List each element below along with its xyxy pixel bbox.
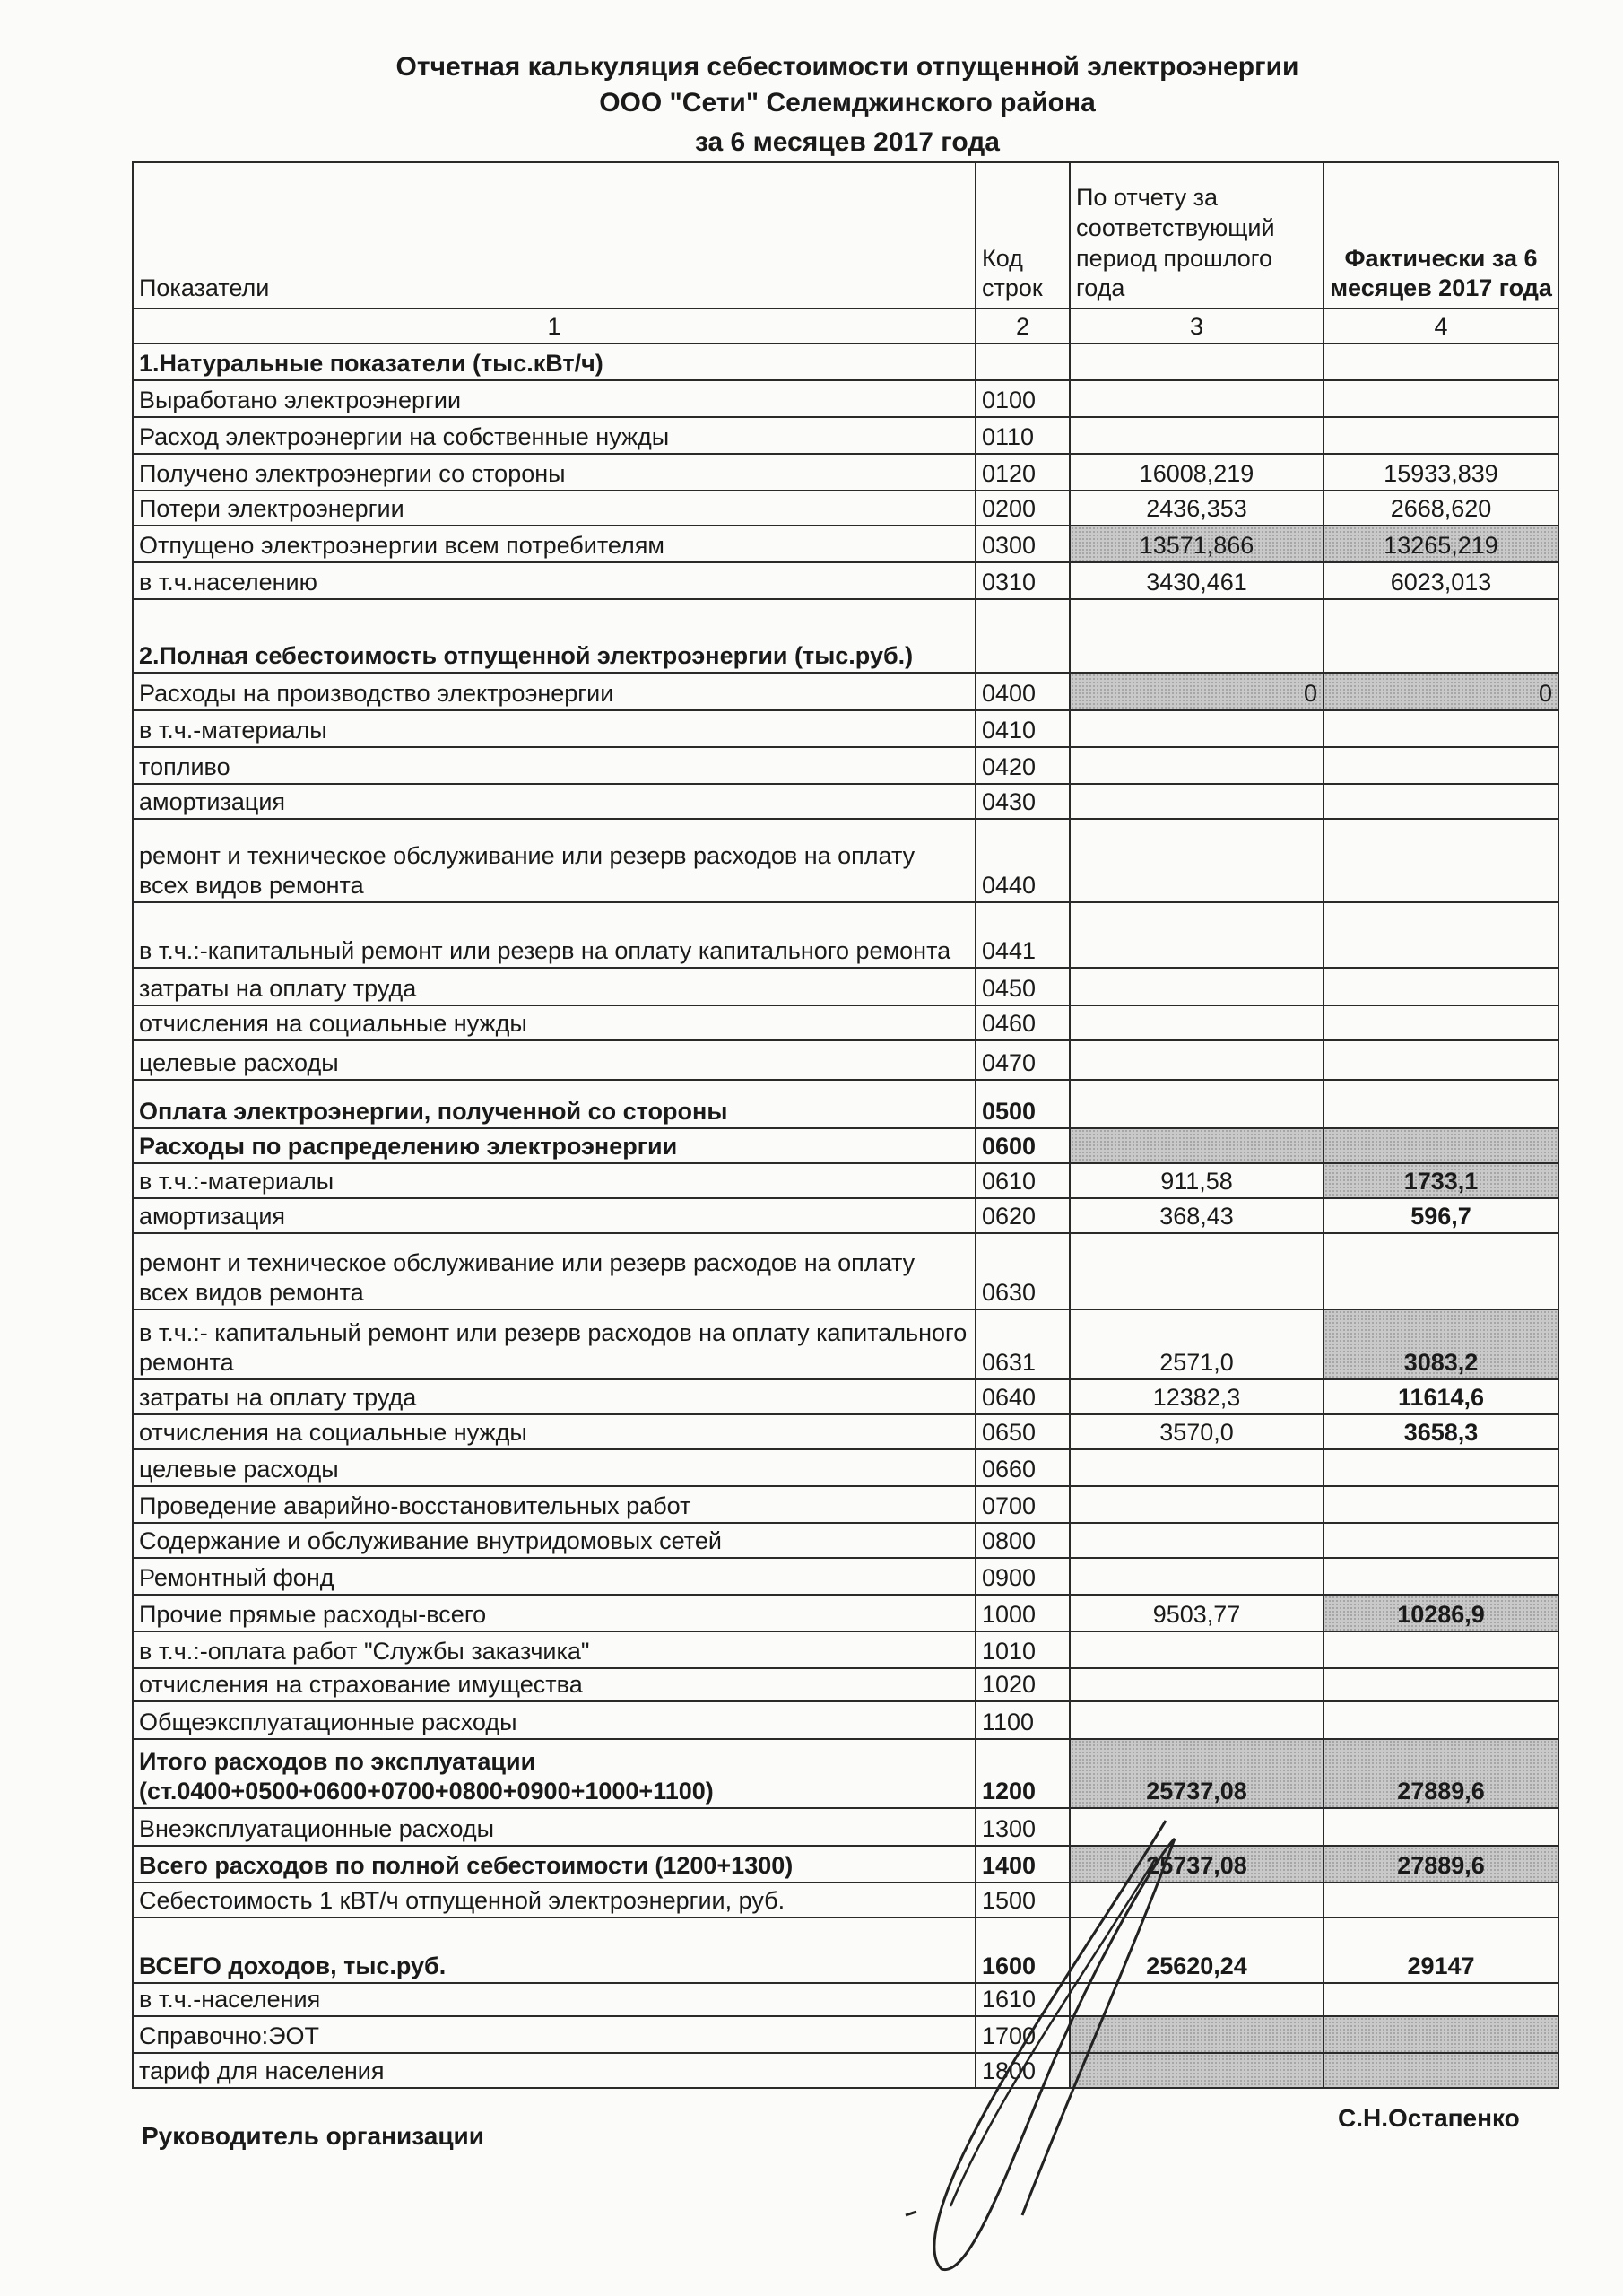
indicator-label: ремонт и техническое обслуживание или резерв расходов на оплату всех видов ремонта <box>133 819 976 902</box>
indicator-label: Всего расходов по полной себестоимости (1200+1300) <box>133 1846 976 1883</box>
previous-period-value: 25620,24 <box>1070 1918 1324 1983</box>
previous-period-value: 368,43 <box>1070 1198 1324 1233</box>
previous-period-value <box>1070 1523 1324 1558</box>
row-code: 1500 <box>976 1883 1070 1918</box>
row-code: 1200 <box>976 1739 1070 1808</box>
indicator-label: Прочие прямые расходы-всего <box>133 1595 976 1631</box>
row-code: 0200 <box>976 491 1070 526</box>
actual-value <box>1324 599 1558 673</box>
indicator-label: Проведение аварийно-восстановительных работ <box>133 1486 976 1523</box>
actual-value <box>1324 2053 1558 2088</box>
table-row <box>133 819 1558 902</box>
actual-value <box>1324 1233 1558 1309</box>
indicator-label: в т.ч.-населения <box>133 1983 976 2016</box>
row-code: 0110 <box>976 417 1070 454</box>
indicator-label: Потери электроэнергии <box>133 491 976 526</box>
report-period: за 6 месяцев 2017 года <box>695 127 1000 157</box>
previous-period-value: 16008,219 <box>1070 454 1324 491</box>
table-row <box>133 968 1558 1005</box>
table-row <box>133 1198 1558 1233</box>
table-row <box>133 1449 1558 1486</box>
actual-value: 0 <box>1324 673 1558 710</box>
table-row <box>133 747 1558 784</box>
row-code: 0631 <box>976 1309 1070 1379</box>
row-code: 1300 <box>976 1808 1070 1846</box>
table-row <box>133 491 1558 526</box>
table-row <box>133 1309 1558 1379</box>
table-row <box>133 1918 1558 1983</box>
actual-value <box>1324 1701 1558 1739</box>
row-code: 1700 <box>976 2016 1070 2053</box>
actual-value <box>1324 747 1558 784</box>
table-row <box>133 784 1558 819</box>
table-row <box>133 673 1558 710</box>
organization-name: ООО "Сети" Селемджинского района <box>599 88 1096 117</box>
table-row <box>133 380 1558 417</box>
row-code: 0630 <box>976 1233 1070 1309</box>
previous-period-value <box>1070 819 1324 902</box>
previous-period-value <box>1070 1449 1324 1486</box>
signatory-name: С.Н.Остапенко <box>1338 2104 1520 2132</box>
indicator-label: амортизация <box>133 1198 976 1233</box>
table-row <box>133 1233 1558 1309</box>
actual-value: 27889,6 <box>1324 1846 1558 1883</box>
previous-period-value <box>1070 1558 1324 1595</box>
table-row <box>133 526 1558 562</box>
actual-value: 11614,6 <box>1324 1379 1558 1414</box>
actual-value <box>1324 344 1558 380</box>
row-code: 0900 <box>976 1558 1070 1595</box>
previous-period-value <box>1070 417 1324 454</box>
actual-value <box>1324 784 1558 819</box>
actual-value <box>1324 1040 1558 1080</box>
previous-period-value <box>1070 344 1324 380</box>
indicator-label: Внеэксплуатационные расходы <box>133 1808 976 1846</box>
previous-period-value: 9503,77 <box>1070 1595 1324 1631</box>
actual-value: 13265,219 <box>1324 526 1558 562</box>
previous-period-value <box>1070 1631 1324 1668</box>
actual-value: 29147 <box>1324 1918 1558 1983</box>
previous-period-value <box>1070 1040 1324 1080</box>
actual-value <box>1324 2016 1558 2053</box>
row-code: 1400 <box>976 1846 1070 1883</box>
row-code <box>976 344 1070 380</box>
indicator-label: Расходы по распределению электроэнергии <box>133 1128 976 1163</box>
row-code: 0300 <box>976 526 1070 562</box>
row-code: 0470 <box>976 1040 1070 1080</box>
row-code: 0500 <box>976 1080 1070 1128</box>
table-row <box>133 1808 1558 1846</box>
previous-period-value <box>1070 902 1324 968</box>
actual-value <box>1324 417 1558 454</box>
table-row <box>133 1040 1558 1080</box>
table-row <box>133 599 1558 673</box>
table-row <box>133 902 1558 968</box>
previous-period-value <box>1070 968 1324 1005</box>
row-code: 0400 <box>976 673 1070 710</box>
table-header-row <box>133 162 1558 309</box>
indicator-label: Итого расходов по эксплуатации (ст.0400+0500+0600+0700+0800+0900+1000+1100) <box>133 1739 976 1808</box>
indicator-label: Справочно:ЭОТ <box>133 2016 976 2053</box>
previous-period-value: 2571,0 <box>1070 1309 1324 1379</box>
indicator-label: в т.ч.-материалы <box>133 710 976 747</box>
row-code: 1600 <box>976 1918 1070 1983</box>
table-row <box>133 1005 1558 1040</box>
table-row <box>133 454 1558 491</box>
row-code <box>976 599 1070 673</box>
indicator-label: Расходы на производство электроэнергии <box>133 673 976 710</box>
table-row <box>133 562 1558 599</box>
row-code: 1610 <box>976 1983 1070 2016</box>
column-number: 1 <box>133 309 976 344</box>
actual-value: 27889,6 <box>1324 1739 1558 1808</box>
previous-period-value: 3430,461 <box>1070 562 1324 599</box>
previous-period-value: 0 <box>1070 673 1324 710</box>
table-row <box>133 1486 1558 1523</box>
table-row <box>133 417 1558 454</box>
indicator-label: топливо <box>133 747 976 784</box>
previous-period-value: 3570,0 <box>1070 1414 1324 1449</box>
table-row <box>133 1883 1558 1918</box>
row-code: 0420 <box>976 747 1070 784</box>
row-code: 0410 <box>976 710 1070 747</box>
row-code: 0640 <box>976 1379 1070 1414</box>
actual-value: 10286,9 <box>1324 1595 1558 1631</box>
row-code: 0610 <box>976 1163 1070 1198</box>
row-code: 1000 <box>976 1595 1070 1631</box>
indicator-label: в т.ч.:-материалы <box>133 1163 976 1198</box>
indicator-label: в т.ч.населению <box>133 562 976 599</box>
row-code: 0460 <box>976 1005 1070 1040</box>
table-row <box>133 1983 1558 2016</box>
indicator-label: Расход электроэнергии на собственные нужды <box>133 417 976 454</box>
table-row <box>133 710 1558 747</box>
indicator-label: Отпущено электроэнергии всем потребителям <box>133 526 976 562</box>
table-row <box>133 1523 1558 1558</box>
indicator-label: в т.ч.:-капитальный ремонт или резерв на оплату капитального ремонта <box>133 902 976 968</box>
previous-period-value <box>1070 747 1324 784</box>
previous-period-value: 911,58 <box>1070 1163 1324 1198</box>
previous-period-value <box>1070 1233 1324 1309</box>
header-indicators: Показатели <box>133 162 976 309</box>
indicator-label: Общеэксплуатационные расходы <box>133 1701 976 1739</box>
row-code: 0650 <box>976 1414 1070 1449</box>
table-row <box>133 344 1558 380</box>
indicator-label: Ремонтный фонд <box>133 1558 976 1595</box>
indicator-label: Себестоимость 1 кВТ/ч отпущенной электроэнергии, руб. <box>133 1883 976 1918</box>
actual-value <box>1324 1486 1558 1523</box>
row-code: 0310 <box>976 562 1070 599</box>
indicator-label: в т.ч.:- капитальный ремонт или резерв расходов на оплату капитального ремонта <box>133 1309 976 1379</box>
row-code: 1100 <box>976 1701 1070 1739</box>
handwritten-signature <box>888 1803 1211 2287</box>
actual-value <box>1324 968 1558 1005</box>
table-row <box>133 1128 1558 1163</box>
position-label: Руководитель организации <box>142 2122 484 2150</box>
indicator-label: отчисления на страхование имущества <box>133 1668 976 1701</box>
indicator-label: в т.ч.:-оплата работ "Службы заказчика" <box>133 1631 976 1668</box>
actual-value: 6023,013 <box>1324 562 1558 599</box>
indicator-label: Оплата электроэнергии, полученной со стороны <box>133 1080 976 1128</box>
previous-period-value <box>1070 1701 1324 1739</box>
indicator-label: целевые расходы <box>133 1449 976 1486</box>
actual-value: 1733,1 <box>1324 1163 1558 1198</box>
actual-value <box>1324 1808 1558 1846</box>
actual-value <box>1324 819 1558 902</box>
actual-value: 3083,2 <box>1324 1309 1558 1379</box>
actual-value <box>1324 1558 1558 1595</box>
row-code: 0700 <box>976 1486 1070 1523</box>
previous-period-value: 25737,08 <box>1070 1739 1324 1808</box>
previous-period-value <box>1070 1080 1324 1128</box>
actual-value: 15933,839 <box>1324 454 1558 491</box>
actual-value <box>1324 902 1558 968</box>
indicator-label: амортизация <box>133 784 976 819</box>
previous-period-value <box>1070 1005 1324 1040</box>
row-code: 0660 <box>976 1449 1070 1486</box>
table-row <box>133 1739 1558 1808</box>
actual-value: 596,7 <box>1324 1198 1558 1233</box>
indicator-label: Получено электроэнергии со стороны <box>133 454 976 491</box>
row-code: 0441 <box>976 902 1070 968</box>
actual-value <box>1324 1449 1558 1486</box>
actual-value <box>1324 1080 1558 1128</box>
actual-value <box>1324 1631 1558 1668</box>
actual-value <box>1324 380 1558 417</box>
column-number: 3 <box>1070 309 1324 344</box>
previous-period-value: 25737,08 <box>1070 1846 1324 1883</box>
previous-period-value: 2436,353 <box>1070 491 1324 526</box>
actual-value <box>1324 1983 1558 2016</box>
indicator-label: ВСЕГО доходов, тыс.руб. <box>133 1918 976 1983</box>
previous-period-value <box>1070 1128 1324 1163</box>
row-code: 1020 <box>976 1668 1070 1701</box>
indicator-label: затраты на оплату труда <box>133 968 976 1005</box>
column-number-row <box>133 309 1558 344</box>
header-previous-period: По отчету за соответствующий период прошлого года <box>1070 162 1324 309</box>
row-code: 0620 <box>976 1198 1070 1233</box>
indicator-label: ремонт и техническое обслуживание или резерв расходов на оплату всех видов ремонта <box>133 1233 976 1309</box>
indicator-label: 1.Натуральные показатели (тыс.кВт/ч) <box>133 344 976 380</box>
indicator-label: отчисления на социальные нужды <box>133 1005 976 1040</box>
table-row <box>133 2016 1558 2053</box>
row-code: 1800 <box>976 2053 1070 2088</box>
actual-value <box>1324 1005 1558 1040</box>
table-row <box>133 1595 1558 1631</box>
table-row <box>133 1414 1558 1449</box>
cost-calculation-table <box>132 161 1559 2089</box>
table-row <box>133 1080 1558 1128</box>
indicator-label: Содержание и обслуживание внутридомовых сетей <box>133 1523 976 1558</box>
table-row <box>133 1846 1558 1883</box>
table-row <box>133 1668 1558 1701</box>
indicator-label: отчисления на социальные нужды <box>133 1414 976 1449</box>
table-row <box>133 1379 1558 1414</box>
header-actual: Фактически за 6 месяцев 2017 года <box>1324 162 1558 309</box>
row-code: 0600 <box>976 1128 1070 1163</box>
table-row <box>133 1631 1558 1668</box>
previous-period-value: 12382,3 <box>1070 1379 1324 1414</box>
actual-value: 2668,620 <box>1324 491 1558 526</box>
actual-value <box>1324 710 1558 747</box>
previous-period-value: 13571,866 <box>1070 526 1324 562</box>
previous-period-value <box>1070 1668 1324 1701</box>
previous-period-value <box>1070 1486 1324 1523</box>
previous-period-value <box>1070 710 1324 747</box>
table-row <box>133 2053 1558 2088</box>
row-code: 0100 <box>976 380 1070 417</box>
row-code: 0440 <box>976 819 1070 902</box>
previous-period-value <box>1070 599 1324 673</box>
column-number: 4 <box>1324 309 1558 344</box>
row-code: 1010 <box>976 1631 1070 1668</box>
actual-value <box>1324 1523 1558 1558</box>
header-code: Код строк <box>976 162 1070 309</box>
actual-value <box>1324 1128 1558 1163</box>
column-number: 2 <box>976 309 1070 344</box>
row-code: 0450 <box>976 968 1070 1005</box>
indicator-label: целевые расходы <box>133 1040 976 1080</box>
indicator-label: затраты на оплату труда <box>133 1379 976 1414</box>
actual-value <box>1324 1883 1558 1918</box>
table-row <box>133 1163 1558 1198</box>
table-row <box>133 1701 1558 1739</box>
row-code: 0120 <box>976 454 1070 491</box>
previous-period-value <box>1070 784 1324 819</box>
actual-value <box>1324 1668 1558 1701</box>
actual-value: 3658,3 <box>1324 1414 1558 1449</box>
previous-period-value <box>1070 380 1324 417</box>
indicator-label: тариф для населения <box>133 2053 976 2088</box>
indicator-label: Выработано электроэнергии <box>133 380 976 417</box>
row-code: 0430 <box>976 784 1070 819</box>
document-title: Отчетная калькуляция себестоимости отпущенной электроэнергии <box>395 52 1299 82</box>
indicator-label: 2.Полная себестоимость отпущенной электроэнергии (тыс.руб.) <box>133 599 976 673</box>
row-code: 0800 <box>976 1523 1070 1558</box>
table-row <box>133 1558 1558 1595</box>
